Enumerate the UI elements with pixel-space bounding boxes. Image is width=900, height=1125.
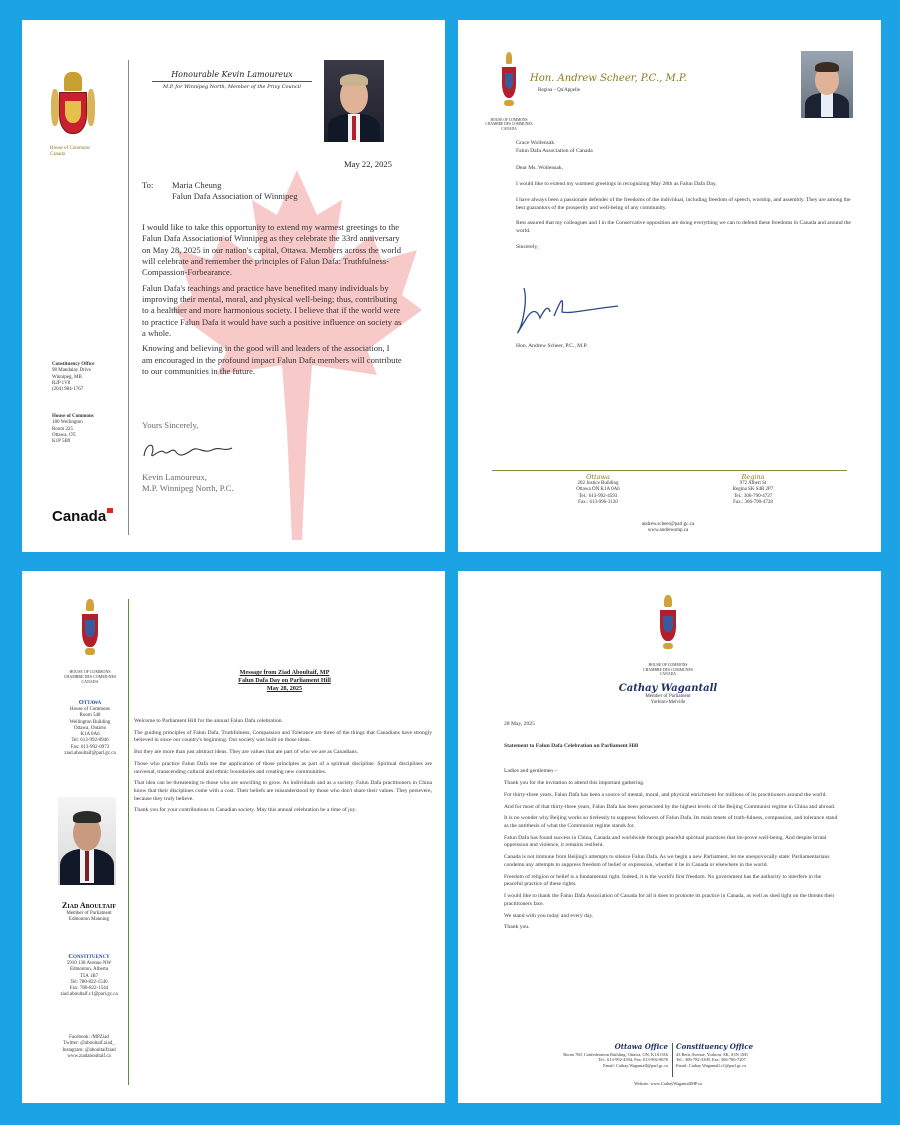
ottawa-office: Ottawa House of Commons Room 548 Wellington Building Ottawa, Ontario K1A 0A6 Tel: 613-992-0946 Fax: 613-992-0973 ziad.aboultaif@parl.gc.ca bbox=[64, 699, 116, 756]
mace-crest-icon bbox=[656, 595, 680, 661]
crest-caption: HOUSE OF COMMONS CHAMBRE DES COMMUNES CANADA bbox=[485, 118, 533, 131]
letter-heading bbox=[142, 70, 322, 90]
ottawa-office: Ottawa Office Room 760, Confederation Building, Ottawa, ON, K1A 0A6 Tel.: 613-992-4394, Fax: 613-992-8676 Email: Cathay.Wagantall@parl.gc.ca bbox=[563, 1042, 668, 1068]
page-title: Honourable Kevin Lamoureux bbox=[171, 70, 293, 79]
letter-aboultaif bbox=[22, 571, 445, 1103]
ottawa-office: Ottawa 202 Justice Building Ottawa ON K1A 0A6 Tel.: 613-992-4593 Fax.: 613-996-3120 bbox=[576, 473, 620, 505]
website-footer: Website: www.CathayWagantallMP.ca bbox=[634, 1081, 702, 1086]
crest-caption: HOUSE OF COMMONS CHAMBRE DES COMMUNES CANADA bbox=[63, 669, 117, 684]
regina-office: Regina 972 Albert St Regina SK S4R 2P7 Tel.: 306-790-4737 Fax.: 306-790-4728 bbox=[732, 473, 774, 505]
letter-date: May 22, 2025 bbox=[344, 159, 392, 169]
letter-body: Welcome to Parliament Hill for the annual Falun Dafa celebration. The guiding principles of Falun Dafa, Truthfulness, Compassion and Tolerance are three of the things that Canadians have strongly believed in since our country's beginning. Our society was built on those ideas. But they are more than just abstract ideas. They are values that are part of who we are as Canadians. Those who practice Falun Dafa see the application of those principles as part of a spiritual discipline. Spiritual disciplines are universal, transcending cultural and ethnic boundaries and creating new communities. That idea can be threatening to those who are unwilling to grow. As individuals and as a society. Falun Dafa practitioners in China know that their disciplines come with a cost. Their beliefs are misunderstood by those who don't share their values. They persevere, because they truly believe. Thank you for your contributions to Canadian society. May this annual celebration be a time of joy. bbox=[134, 718, 432, 814]
mace-crest-icon bbox=[78, 599, 102, 667]
mace-crest-icon bbox=[498, 52, 520, 118]
signature-icon bbox=[140, 438, 235, 464]
member-name-block: Cathay Wagantall Member of Parliament Yorkton-Melville bbox=[618, 683, 718, 706]
house-office: House of Commons 180 Wellington Room 225 Ottawa, OT. K1P 5B9 bbox=[52, 414, 94, 444]
portrait-photo bbox=[324, 60, 384, 142]
message-title: Message from Ziad Aboultaif, MP Falun Dafa Day on Parliament Hill May 28, 2025 bbox=[238, 669, 331, 693]
crest-caption: HOUSE OF COMMONS CHAMBRE DES COMMUNES CANADA bbox=[643, 663, 693, 677]
coat-of-arms-icon bbox=[50, 62, 96, 142]
signature-name: Hon. Andrew Scheer, P.C., M.P. bbox=[516, 343, 588, 349]
letter-body: I would like to take this opportunity to extend my warmest greetings to the Falun Dafa Association of Winnipeg as they celebrate the 33rd anniversary on May 28, 2025 in our nation's capital, Ottawa. Members across the world will celebrate and remember the principles of Falun Dafa: Truthfulness-Compassion-Forbearance. Falun Dafa's teachings and practice have benefited many individuals by improving their mental, moral, and physical well-being; thus, contributing to a healthier and more harmonious society. I believe that if the world were to practice Falun Dafa it would have such a positive influence on society as a whole. Knowing and believing in the good will and leaders of the association, I am encouraged in the profound impact Falun Dafa members will contribute to our communities in the future. bbox=[142, 222, 402, 377]
canada-wordmark: Canada bbox=[52, 508, 113, 525]
signature-block: Kevin Lamoureux, M.P. Winnipeg North, P.C. bbox=[142, 472, 234, 494]
signature-icon bbox=[514, 282, 624, 342]
letter-body: 28 May, 2025 Statement to Falun Dafa Celebration on Parliament Hill Ladies and gentlemen – Thank you for the invitation to attend this important gathering. For thirty-three years, Falun Dafa has been a source of mental, moral, and physical enrichment for millions of its practitioners around the world. And for most of that thirty-three years, Falun Dafa has been persecuted by the highest levels of the Beijing Communist regime in China and abroad. It is no wonder why Beijing works so tirelessly to suppress followers of Falun Dafa. Its main tenets of truth-fulness, compassion, and tolerance stand as the antithesis of what the Communist regime stands for. Falun Dafa has found success in China, Canada and worldwide through peaceful spiritual practices that im-prove well-being. And despite brutal oppression and violence, it remains resilient. Canada is not immune from Beijing's attempts to silence Falun Dafa. As we begin a new Parliament, let me unequivocally state: Parliamentarians condemn any attempts to suppress freedom of belief or expression, whether it be in Canada or elsewhere in the world. Freedom of religion or belief is a fundamental right. Indeed, it is the world's first freedom. No government has the authority to interfere in the peaceful practice of these rights. I would like to thank the Falun Dafa Association of Canada for all it does to promote its practice in Canada, as well as shed light on the threats their practitioners face. We stand with you today and every day. Thank you. bbox=[504, 721, 838, 931]
letter-scheer bbox=[458, 20, 881, 552]
constituency-office: Constituency Office 98 Mandalay Drive Winnipeg, MB R2P 1V8 (204) 984-1767 bbox=[52, 362, 95, 392]
social-links: Facebook: /MPZiad Twitter: @aboultaif.ziad_ Instagram: @aboultaifziad www.ziadaboultaif.ca bbox=[62, 1035, 116, 1059]
constituency-office: Constituency 5910 138 Avenue NW Edmonton, Alberta T5A 1B7 Tel: 780-822-1540 Fax: 780-822-1544 ziad.aboultaif.c1@parl.gc.ca bbox=[60, 953, 118, 998]
letter-closing: Yours Sincerely, bbox=[142, 420, 199, 430]
constituency-office: Constituency Office 43 Betts Avenue, Yorkton, SK, S3N 1M1 Tel.: 306-782-3309, Fax: 306-786-7207 Email: Cathay.Wagantall.c1@parl.gc.ca bbox=[676, 1042, 754, 1068]
letter-body: Grace Wollensak Falun Dafa Association of Canada Dear Ms. Wollensak, I would like to extend my warmest greetings in recognizing May 28th as Falun Dafa Day. I have always been a passionate defender of the freedoms of the individual, including freedom of speech, worship, and assembly. They are among the best guarantors of the prosperity and well-being of any community. Rest assured that my colleagues and I in the Conservative opposition are doing everything we can to defend these freedoms in Canada and around the world. Sincerely, bbox=[516, 140, 851, 250]
portrait-photo bbox=[58, 797, 116, 885]
letter-wagantall bbox=[458, 571, 881, 1103]
recipient-block: To: Maria Cheung Falun Dafa Association of Winnipeg bbox=[142, 180, 298, 202]
contact-footer: andrew.scheer@parl.gc.ca www.andrewsmp.ca bbox=[641, 522, 695, 534]
flag-icon bbox=[107, 508, 113, 513]
portrait-photo bbox=[801, 51, 853, 118]
letter-lamoureux bbox=[22, 20, 445, 552]
member-name-block: Ziad Aboultaif Member of Parliament Edmonton Manning bbox=[61, 901, 116, 923]
page-title: Hon. Andrew Scheer, P.C., M.P. bbox=[530, 73, 687, 84]
page-subtitle: Regina – Qu'Appelle bbox=[538, 88, 581, 93]
house-of-commons-label: House of Commons Canada bbox=[50, 146, 90, 158]
page-subtitle: M.P. for Winnipeg North, Member of the Privy Council bbox=[163, 84, 301, 90]
